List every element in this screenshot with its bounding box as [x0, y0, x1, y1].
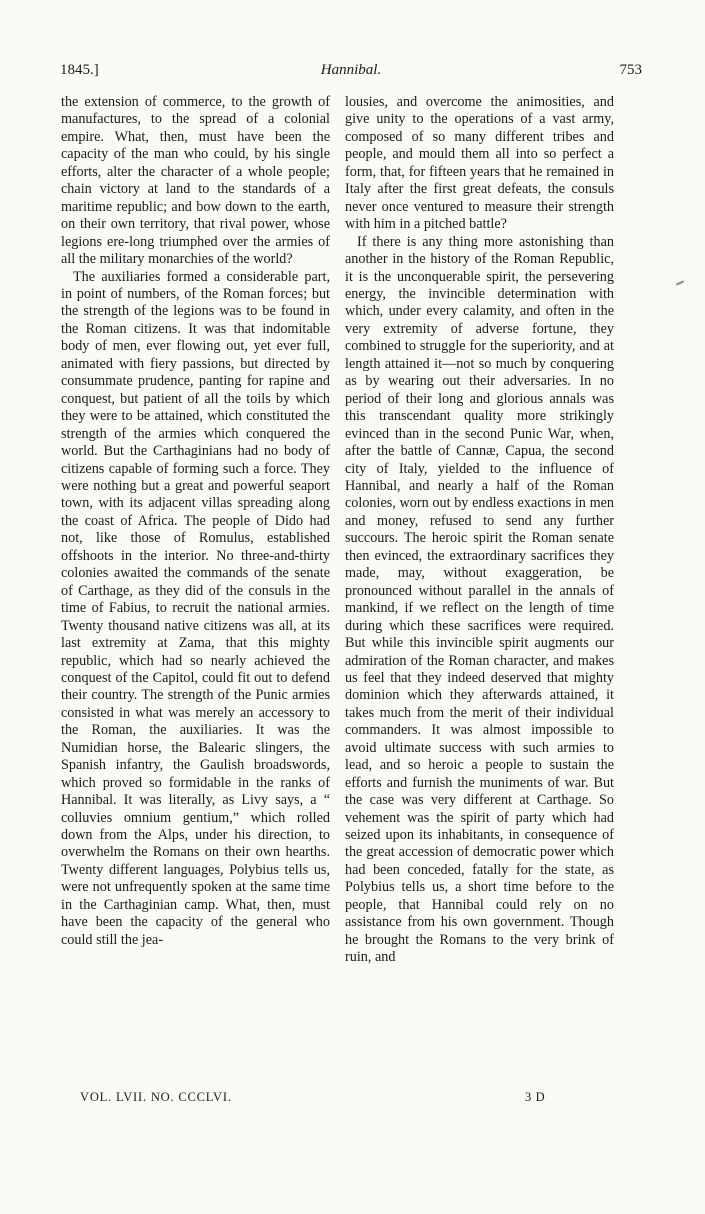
footer-volume: VOL. LVII. NO. CCCLVI.	[80, 1090, 232, 1104]
paragraph: If there is any thing more astonishing than another in the history of the Roman Republic, it is the unconquerable spirit, the persevering energy, the invincible determination with which, under every calamity, and often in the very extremity of adverse fortune, they combined to struggle for the superiority, and at length attained it—not so much by conquering as by wearing out their adversaries. In no period of their long and glorious annals was this transcendant quality more strikingly evinced than in the second Punic War, when, after the battle of Cannæ, Capua, the second city of Italy, yielded to the influence of Hannibal, and nearly a half of the Roman colonies, worn out by endless exactions in men and money, refused to send any further succours. The heroic spirit the Roman senate then evinced, the extraordinary sacrifices they made, may, without exaggeration, be pronounced without parallel in the annals of mankind, if we reflect on the length of time during which these sacrifices were required. But while this invincible spirit augments our admiration of the Roman character, and makes us feel that they indeed deserved that mighty dominion which they afterwards attained, it takes much from the merit of their individual commanders. It was almost impossible to avoid ultimate success with such armies to lead, and so heroic a people to sustain the efforts and furnish the muniments of war. But the case was very different at Carthage. So vehement was the spirit of party which had seized upon its inhabitants, in consequence of the great accession of democratic power which had been conceded, fatally for the state, as Polybius tells us, a short time before to the people, that Hannibal could rely on no assistance from his own government. Though he brought the Romans to the very brink of ruin, and	[345, 233, 614, 966]
paragraph: The auxiliaries formed a considerable part, in point of numbers, of the Roman forces; but the strength of the legions was to be found in the Roman citizens. It was that indomitable body of men, ever flowing out, yet ever full, animated with fiery passions, but directed by consummate prudence, panting for rapine and conquest, but patient of all the toils by which they were to be attained, which constituted the strength of the armies which conquered the world. But the Carthaginians had no body of citizens capable of forming such a force. They were nothing but a great and powerful seaport town, with its adjacent villas spreading along the coast of Africa. The people of Dido had not, like those of Romulus, established offshoots in the interior. No three-and-thirty colonies awaited the commands of the senate of Carthage, as they did of the consuls in the time of Fabius, to recruit the national armies. Twenty thousand native citizens was all, at its last extremity at Zama, that this mighty republic, which had so nearly achieved the conquest of the Capitol, could fit out to defend their country. The strength of the Punic armies consisted in what was merely an accessory to the Roman, the auxiliaries. It was the Numidian horse, the Balearic slingers, the Spanish infantry, the Gaulish broadswords, which proved so formidable in the ranks of Hannibal. It was literally, as Livy says, a “ colluvies omnium gentium,” which rolled down from the Alps, under his direction, to overwhelm the Romans on their own hearths. Twenty different languages, Polybius tells us, were not unfrequently spoken at the same time in the Carthaginian camp. What, then, must have been the capacity of the general who could still the jea-	[61, 268, 330, 948]
right-column	[345, 94, 614, 967]
margin-pencil-mark	[676, 280, 684, 285]
page-footer	[60, 1090, 642, 1110]
running-header	[60, 62, 642, 84]
footer-signature-mark: 3 D	[525, 1090, 546, 1104]
left-column	[61, 94, 330, 949]
paragraph: lousies, and overcome the animosities, and give unity to the operations of a vast army, composed of so many different tribes and people, and mould them all into so perfect a form, that, for fifteen years that he remained in Italy after the first great defeats, the consuls never once ventured to measure their strength with him in a pitched battle?	[345, 94, 614, 233]
header-page-number: 753	[619, 62, 642, 78]
header-year: 1845.]	[60, 62, 99, 78]
paragraph: the extension of commerce, to the growth of manufactures, to the spread of a colonial empire. What, then, must have been the capacity of the man who could, by his single efforts, alter the character of a whole people; chain victory at land to the standards of a maritime republic; and bow down to the earth, on their own territory, that rival power, whose legions ere-long triumphed over the armies of all the military monarchies of the world?	[61, 94, 330, 268]
header-title: Hannibal.	[320, 62, 382, 78]
